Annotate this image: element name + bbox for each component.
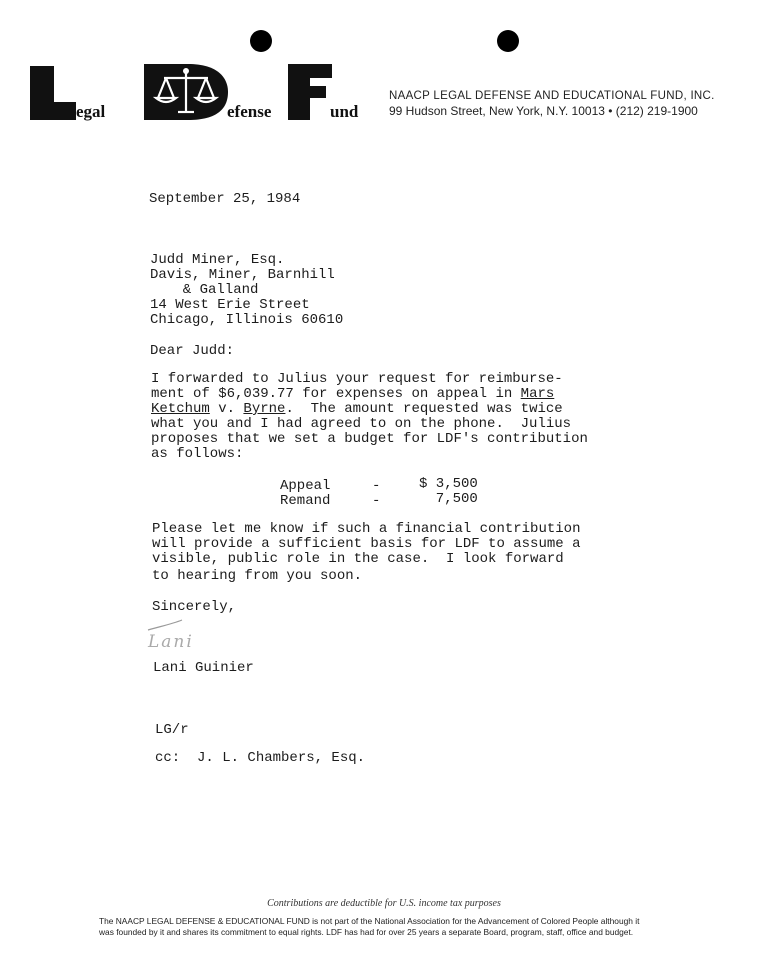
- case-name-mars: Mars: [520, 386, 555, 402]
- footer-disclaimer-line2: was founded by it and shares its commitment to equal rights. LDF has had for over 25 years a separate Board, program, staff, office and budget.: [99, 927, 634, 937]
- budget-dash-appeal: -: [372, 478, 381, 494]
- budget-amount-appeal: $ 3,500: [419, 476, 478, 492]
- ldf-logo: [28, 62, 373, 128]
- paragraph2-line2: will provide a sufficient basis for LDF to assume a: [152, 536, 581, 552]
- budget-dash-remand: -: [372, 493, 381, 509]
- recipient-firm-line1: Davis, Miner, Barnhill: [150, 267, 335, 283]
- closing: Sincerely,: [152, 599, 237, 615]
- logo-word-und: und: [330, 102, 359, 121]
- signature: Lani: [148, 632, 194, 652]
- logo-letter-l-icon: [28, 62, 78, 122]
- cc-line: cc: J. L. Chambers, Esq.: [155, 750, 366, 766]
- paragraph1-line3: [151, 402, 563, 417]
- punch-hole-right: [497, 30, 519, 52]
- org-address: 99 Hudson Street, New York, N.Y. 10013 • (212) 219-1900: [389, 104, 698, 118]
- footer-disclaimer-line1: The NAACP LEGAL DEFENSE & EDUCATIONAL FUND is not part of the National Association for the Advancement of Colored People although it: [99, 916, 640, 926]
- logo-letter-f-icon: [284, 62, 334, 122]
- paragraph2-line3: visible, public role in the case. I look forward: [152, 551, 564, 567]
- paragraph1-line3-text: . The amount requested was twice: [285, 401, 563, 417]
- paragraph1-line2-text: ment of $6,039.77 for expenses on appeal in: [151, 386, 521, 402]
- recipient-street: 14 West Erie Street: [150, 297, 310, 313]
- signer-name: Lani Guinier: [153, 660, 254, 676]
- case-name-byrne: Byrne: [243, 401, 286, 417]
- paragraph1-line4: what you and I had agreed to on the phone. Julius: [151, 416, 572, 432]
- budget-amount-remand: 7,500: [419, 491, 478, 507]
- logo-letter-d-icon: [142, 62, 230, 122]
- paragraph2-line1: Please let me know if such a financial contribution: [152, 521, 581, 537]
- logo-word-efense: efense: [227, 102, 272, 121]
- recipient-city: Chicago, Illinois 60610: [150, 312, 344, 328]
- case-name-ketchum: Ketchum: [151, 401, 210, 417]
- paragraph1-line2: [151, 387, 554, 402]
- recipient-name: Judd Miner, Esq.: [150, 252, 285, 268]
- logo-word-egal: egal: [76, 102, 106, 121]
- salutation: Dear Judd:: [150, 343, 235, 359]
- budget-label-appeal: Appeal: [280, 478, 331, 494]
- typist-initials: LG/r: [155, 722, 189, 738]
- budget-label-remand: Remand: [280, 493, 331, 509]
- paragraph1-line1: I forwarded to Julius your request for reimburse-: [151, 371, 563, 387]
- recipient-firm-line2: & Galland: [166, 282, 259, 298]
- punch-hole-left: [250, 30, 272, 52]
- case-versus: v.: [209, 401, 244, 417]
- paragraph1-line6: as follows:: [151, 446, 244, 462]
- paragraph2-line4: to hearing from you soon.: [152, 568, 363, 584]
- footer-tax-note: Contributions are deductible for U.S. income tax purposes: [267, 898, 501, 909]
- letter-date: September 25, 1984: [149, 191, 301, 207]
- paragraph1-line5: proposes that we set a budget for LDF's contribution: [151, 431, 588, 447]
- org-name: NAACP LEGAL DEFENSE AND EDUCATIONAL FUND, INC.: [389, 90, 715, 102]
